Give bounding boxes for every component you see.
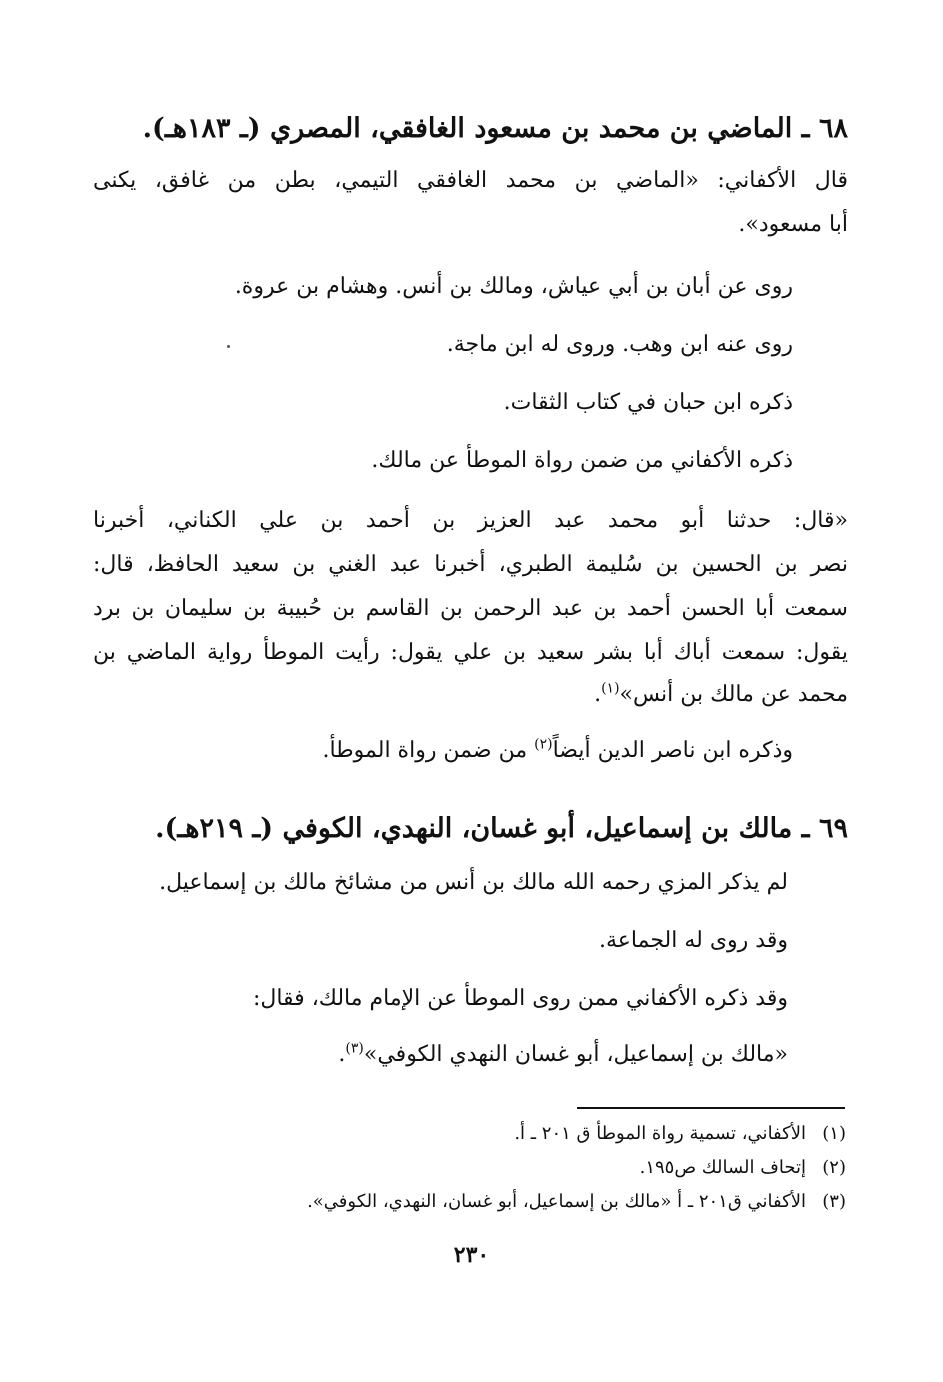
footnote-1 [514,1122,846,1146]
entry-68-narrated-by: روى عنه ابن وهب. وروى له ابن ماجة. [446,332,793,357]
entry-68-quote-line-5-text: محمد عن مالك بن أنس» [619,682,848,707]
entry-68-akfani: ذكره الأكفاني من ضمن رواة الموطأ عن مالك. [371,448,793,473]
entry-68-ibn-nasir-text-a: وذكره ابن ناصر الدين أيضاً [552,738,793,763]
entry-68-ibn-nasir [322,736,793,766]
entry-68-heading: ٦٨ ـ الماضي بن محمد بن مسعود الغافقي، المصري (ـ ١٨٣هـ). [142,113,848,144]
footnote-ref-3[interactable]: (٣) [345,1040,364,1057]
footnote-2-number: (٢) [822,1157,846,1178]
entry-68-ibn-hibban: ذكره ابن حبان في كتاب الثقات. [503,390,793,415]
footnote-2-text: إتحاف السالك ص١٩٥. [639,1157,806,1178]
entry-68-narrated-from: روى عن أبان بن أبي عياش، ومالك بن أنس. وهشام بن عروة. [234,274,793,299]
entry-68-quote-line-4: يقول: سمعت أباك أبا بشر سعيد بن علي يقول: رأيت الموطأ رواية الماضي بن [93,640,848,665]
entry-68-quote-line-3: سمعت أبا الحسن أحمد بن عبد الرحمن بن القاسم بن حُبيبة بن سليمان بن برد [93,596,848,621]
entry-69-quote-text: «مالك بن إسماعيل، أبو غسان النهدي الكوفي» [363,1042,788,1067]
entry-68-intro-line-1: قال الأكفاني: «الماضي بن محمد الغافقي التيمي، بطن من غافق، يكنى [93,168,848,193]
entry-69-akfani: وقد ذكره الأكفاني ممن روى الموطأ عن الإمام مالك، فقال: [252,986,788,1011]
footnote-2 [640,1156,846,1180]
entry-68-intro-line-2: أبا مسعود». [738,212,848,237]
entry-68-quote-line-1: «قال: حدثنا أبو محمد عبد العزيز بن أحمد بن علي الكناني، أخبرنا [93,508,848,533]
footnote-separator [577,1107,845,1109]
footnote-ref-1[interactable]: (١) [601,680,620,697]
footnote-3 [307,1190,846,1214]
entry-68-quote-line-2: نصر بن الحسين بن سُليمة الطبري، أخبرنا عبد الغني بن سعيد الحافظ، قال: [93,552,848,577]
entry-69-heading: ٦٩ ـ مالك بن إسماعيل، أبو غسان، النهدي، الكوفي (ـ ٢١٩هـ). [155,813,848,844]
page-number: ٢٣٠ [453,1242,490,1268]
footnote-3-text: الأكفاني ق٢٠١ ـ أ «مالك بن إسماعيل، أبو غسان، النهدي، الكوفي». [307,1191,806,1212]
entry-68-quote-line-5: محمد عن مالك بن أنس»$^{(١)}$. [594,680,848,707]
footnote-1-text: الأكفاني، تسمية رواة الموطأ ق ٢٠١ ـ أ. [514,1123,806,1144]
scan-speck [227,345,230,348]
entry-69-quote: «مالك بن إسماعيل، أبو غسان النهدي الكوفي»$^{(٣)}$. [338,1040,788,1067]
footnote-3-number: (٣) [822,1191,846,1212]
entry-69-jamaa: وقد روى له الجماعة. [599,928,788,953]
entry-68-ibn-nasir-text-b: من ضمن رواة الموطأ. [322,738,535,763]
footnote-1-number: (١) [822,1123,846,1144]
entry-69-mizzi: لم يذكر المزي رحمه الله مالك بن أنس من مشائخ مالك بن إسماعيل. [159,870,788,895]
footnote-ref-2[interactable]: (٢) [534,736,553,753]
